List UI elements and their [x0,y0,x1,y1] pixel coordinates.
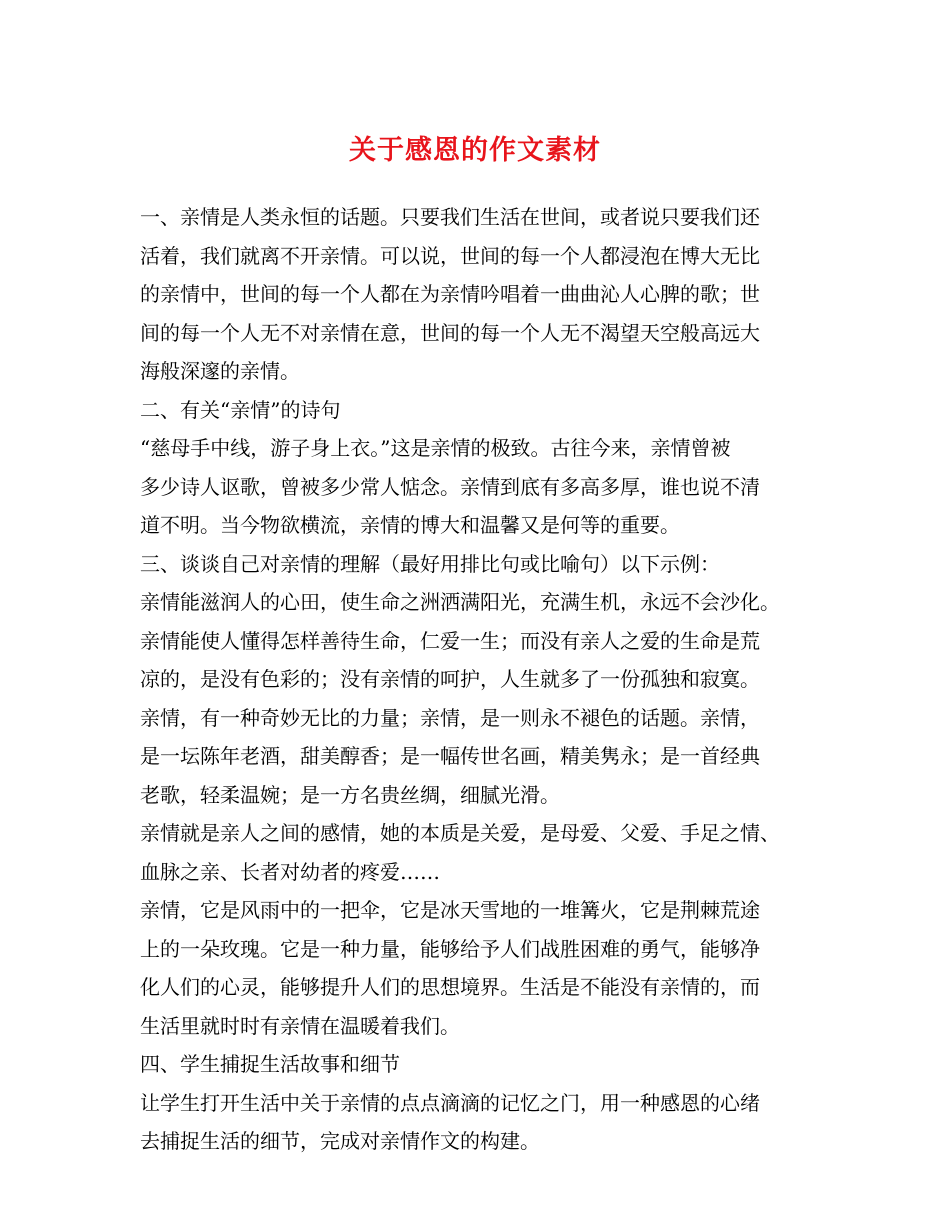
section-heading: 四、学生捕捉生活故事和细节 [140,1052,400,1076]
body-line: 亲情能滋润人的心田，使生命之洲洒满阳光，充满生机，永远不会沙化。 [140,590,780,614]
section-heading: 二、有关“亲情”的诗句 [140,397,341,422]
body-line: 多少诗人讴歌，曾被多少常人惦念。亲情到底有多高多厚，谁也说不清 [140,474,760,499]
body-line: 亲情能使人懂得怎样善待生命，仁爱一生；而没有亲人之爱的生命是荒 [140,628,760,653]
body-line: 活着，我们就离不开亲情。可以说，世间的每一个人都浸泡在博大无比 [140,243,760,268]
body-line: 老歌，轻柔温婉；是一方名贵丝绸，细腻光滑。 [140,782,560,807]
body-line: 生活里就时时有亲情在温暖着我们。 [140,1013,460,1038]
body-line: 一、亲情是人类永恒的话题。只要我们生活在世间，或者说只要我们还 [140,205,760,229]
body-line: 亲情就是亲人之间的感情，她的本质是关爱，是母爱、父爱、手足之情、 [140,821,780,845]
body-line: 上的一朵玫瑰。它是一种力量，能够给予人们战胜困难的勇气，能够净 [140,936,760,961]
body-line: 化人们的心灵，能够提升人们的思想境界。生活是不能没有亲情的，而 [140,975,760,999]
document-title: 关于感恩的作文素材 [349,135,601,166]
body-line: 海般深邃的亲情。 [140,359,300,383]
body-line: 亲情，它是风雨中的一把伞，它是冰天雪地的一堆篝火，它是荆棘荒途 [140,898,760,922]
section-heading: 三、谈谈自己对亲情的理解（最好用排比句或比喻句）以下示例： [140,551,720,576]
body-line: 间的每一个人无不对亲情在意，世间的每一个人无不渴望天空般高远大 [140,320,760,345]
body-line: 的亲情中，世间的每一个人都在为亲情吟唱着一曲曲沁人心脾的歌；世 [140,282,760,306]
body-line: 道不明。当今物欲横流，亲情的博大和温馨又是何等的重要。 [140,513,680,537]
body-line: “慈母手中线，游子身上衣。”这是亲情的极致。古往今来，亲情曾被 [140,436,731,460]
body-line: 去捕捉生活的细节，完成对亲情作文的构建。 [140,1129,540,1153]
document-body [140,198,840,1161]
body-line: 亲情，有一种奇妙无比的力量；亲情，是一则永不褪色的话题。亲情， [140,705,760,730]
body-line: 凉的，是没有色彩的；没有亲情的呵护，人生就多了一份孤独和寂寞。 [140,667,760,691]
body-line: 让学生打开生活中关于亲情的点点滴滴的记忆之门，用一种感恩的心绪 [140,1090,760,1115]
body-line: 血脉之亲、长者对幼者的疼爱…… [140,859,440,884]
body-line: 是一坛陈年老酒，甜美醇香；是一幅传世名画，精美隽永；是一首经典 [140,744,760,768]
